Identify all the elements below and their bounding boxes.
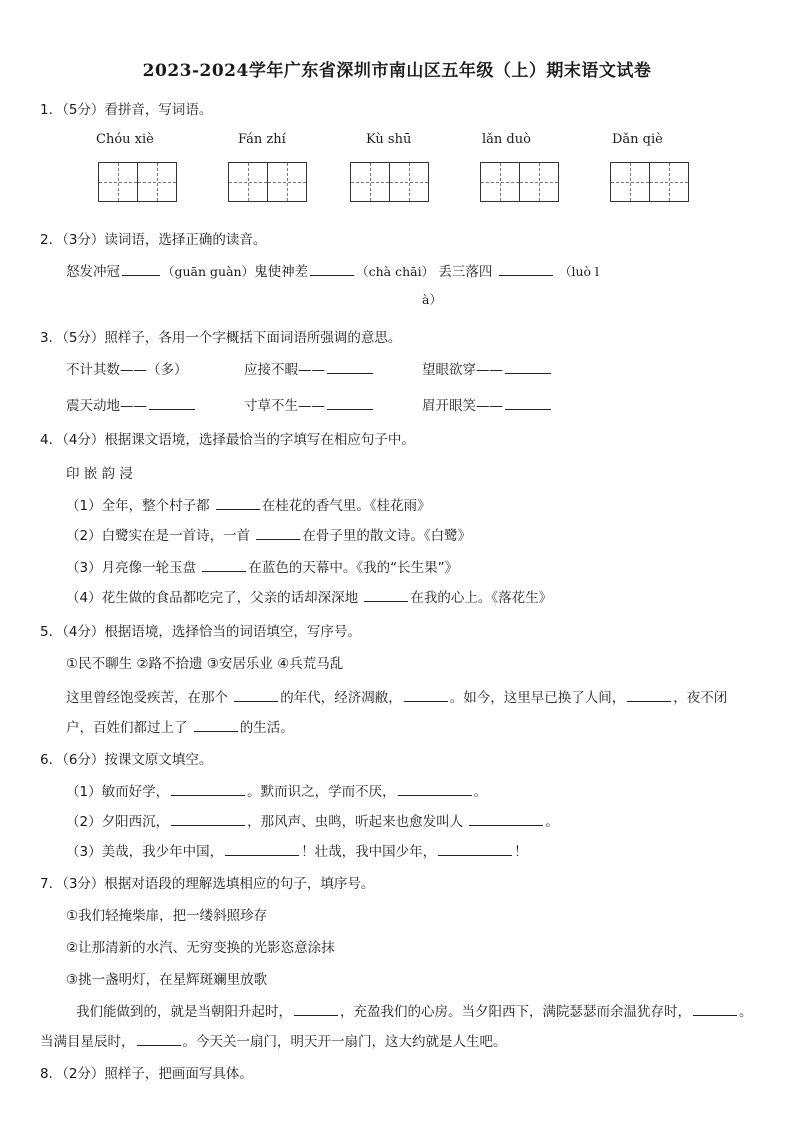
question-3-stem: 3．（5分）照样子，各用一个字概括下面词语所强调的意思。 [40,330,402,346]
word-options: ①民不聊生 ②路不拾遗 ③安居乐业 ④兵荒马乱 [66,656,344,672]
answer-blank[interactable] [404,689,448,702]
answer-blank[interactable] [137,1033,181,1046]
grid-cell[interactable] [228,162,268,202]
answer-blank[interactable] [438,843,512,856]
answer-blank[interactable] [202,559,246,572]
writing-grid-3[interactable] [350,162,427,202]
answer-blank[interactable] [505,361,551,374]
grid-cell[interactable] [350,162,390,202]
pinyin-5: Dǎn qiè [612,132,663,147]
answer-blank[interactable] [327,361,373,374]
answer-blank[interactable] [499,263,553,276]
answer-blank[interactable] [171,783,245,796]
passage-line-2: 户，百姓们都过上了 的生活。 [66,720,294,736]
question-8-stem: 8．（2分）照样子，把画面写具体。 [40,1066,253,1082]
question-7-stem: 7．（3分）根据对语段的理解选填相应的句子，填序号。 [40,876,375,892]
answer-blank[interactable] [693,1003,737,1016]
grid-cell[interactable] [137,162,177,202]
item-5: 寸草不生—— [244,394,375,414]
item-2: 应接不暇—— [244,358,375,378]
question-6-stem: 6．（6分）按课文原文填空。 [40,752,213,768]
char-options: 印 嵌 韵 浸 [66,466,133,482]
sentence-2: （2）白鹭实在是一首诗，一首 在骨子里的散文诗。《白鹭》 [66,528,472,544]
writing-grid-5[interactable] [610,162,687,202]
sentence-1: （1）全年，整个村子都 在桂花的香气里。《桂花雨》 [66,498,431,514]
answer-blank[interactable] [234,689,278,702]
paragraph-line-2: 当满目星辰时， 。今天关一扇门，明天开一扇门，这大约就是人生吧。 [40,1034,507,1050]
fill-line-1: （1）敏而好学， 。默而识之，学而不厌， 。 [66,784,488,800]
answer-blank[interactable] [122,263,160,276]
answer-blank[interactable] [194,719,238,732]
answer-blank[interactable] [469,813,543,826]
question-4-stem: 4．（4分）根据课文语境，选择最恰当的字填写在相应句子中。 [40,432,415,448]
answer-blank[interactable] [310,263,354,276]
sentence-3: （3）月亮像一轮玉盘 在蓝色的天幕中。《我的“长生果”》 [66,560,459,576]
item-1: 不计其数——（多） [66,362,188,378]
question-1-stem: 1．（5分）看拼音，写词语。 [40,102,213,118]
item-4: 震天动地—— [66,394,197,414]
fill-line-2: （2）夕阳西沉， ，那风声、虫鸣，听起来也愈发叫人 。 [66,814,559,830]
answer-blank[interactable] [225,843,299,856]
answer-blank[interactable] [216,497,260,510]
pinyin-2: Fán zhí [238,132,286,147]
option-3: ③挑一盏明灯，在星辉斑斓里放歌 [66,972,268,988]
pinyin-1: Chóu xiè [96,132,154,147]
answer-blank[interactable] [364,589,408,602]
question-2-stem: 2．（3分）读词语，选择正确的读音。 [40,232,267,248]
fill-line-3: （3）美哉，我少年中国， ！壮哉，我中国少年， ！ [66,844,528,860]
question-5-stem: 5．（4分）根据语境，选择恰当的词语填空，写序号。 [40,624,361,640]
answer-blank[interactable] [398,783,472,796]
item-6: 眉开眼笑—— [422,394,553,414]
grid-cell[interactable] [649,162,689,202]
option-2: ②让那清新的水汽、无穷变换的光影恣意涂抹 [66,940,335,956]
answer-blank[interactable] [149,397,195,410]
page-title: 2023-2024学年广东省深圳市南山区五年级（上）期末语文试卷 [142,61,652,81]
pinyin-3: Kù shū [366,132,412,147]
option-1: ①我们轻掩柴扉，把一缕斜照珍存 [66,908,268,924]
answer-blank[interactable] [171,813,245,826]
writing-grid-4[interactable] [480,162,557,202]
answer-blank[interactable] [627,689,671,702]
writing-grid-1[interactable] [98,162,175,202]
grid-cell[interactable] [610,162,650,202]
question-2-wrap: à） [422,292,442,307]
answer-blank[interactable] [327,397,373,410]
paragraph-line-1: 我们能做到的，就是当朝阳升起时， ，充盈我们的心房。当夕阳西下，满院瑟瑟而余温犹存时， 。 [76,1004,753,1020]
item-3: 望眼欲穿—— [422,358,553,378]
passage-line-1: 这里曾经饱受疾苦，在那个 的年代，经济凋敝， 。如今，这里早已换了人间， ，夜不闭 [66,690,728,706]
question-2-line: 怒发冲冠 （guān guàn）鬼使神差 （chà chāi） 丢三落四 （luò l [66,264,600,280]
writing-grid-2[interactable] [228,162,305,202]
grid-cell[interactable] [389,162,429,202]
grid-cell[interactable] [98,162,138,202]
answer-blank[interactable] [256,527,300,540]
sentence-4: （4）花生做的食品都吃完了，父亲的话却深深地 在我的心上。《落花生》 [66,590,553,606]
answer-blank[interactable] [505,397,551,410]
grid-cell[interactable] [480,162,520,202]
grid-cell[interactable] [267,162,307,202]
pinyin-4: lǎn duò [482,132,531,147]
grid-cell[interactable] [519,162,559,202]
answer-blank[interactable] [294,1003,338,1016]
